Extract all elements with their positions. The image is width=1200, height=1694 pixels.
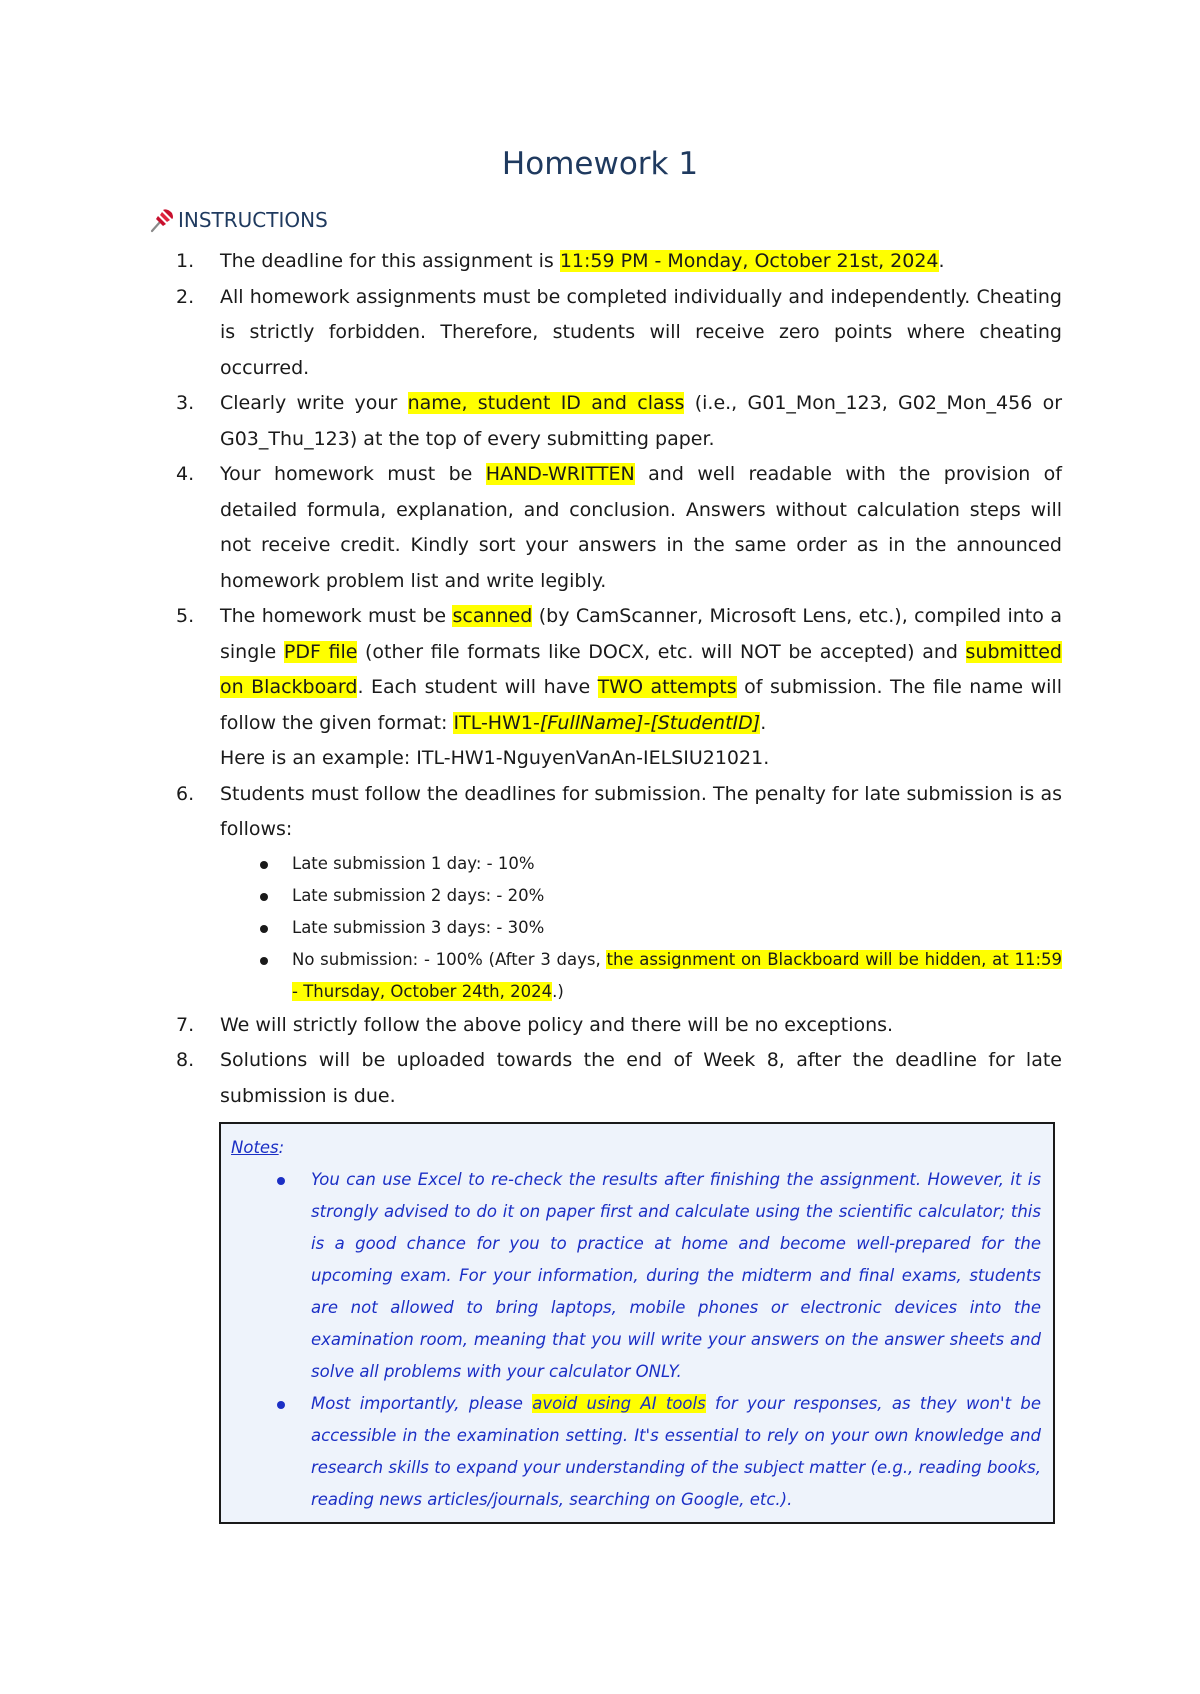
page-title: Homework 1 bbox=[501, 146, 699, 182]
notes-box bbox=[219, 1122, 1055, 1524]
instructions-list bbox=[176, 244, 1062, 1114]
pushpin-icon bbox=[148, 206, 176, 234]
highlight-avoid-ai-tools: avoid using AI tools bbox=[532, 1394, 706, 1413]
penalty-item: Late submission 2 days: - 20% bbox=[220, 880, 1062, 912]
penalty-item: Late submission 3 days: - 30% bbox=[220, 912, 1062, 944]
highlight-deadline: 11:59 PM - Monday, October 21st, 2024 bbox=[559, 250, 939, 272]
notes-item: Most importantly, please avoid using AI tools for your responses, as they won't be accessible in the examination setting. It's essential to rely on your own knowledge and research skills to expand your understanding of the subject matter (e.g., reading books, reading news articles/journals, searching on Google, etc.). bbox=[231, 1388, 1041, 1516]
highlight-pdf-file: PDF file bbox=[283, 640, 358, 663]
highlight-hidden-deadline: the assignment on Blackboard will be hidden, at 11:59 - Thursday, October 24th, 2024 bbox=[292, 949, 1062, 1001]
penalty-list bbox=[220, 848, 1062, 1008]
highlight-submitted-blackboard: submitted on Blackboard bbox=[220, 640, 1062, 698]
list-item: 4. Your homework must be HAND-WRITTEN and well readable with the provision of detailed formula, explanation, and conclusion. Answers without calculation steps will not receive credit. Kindly sort your answers in the same order as in the announced homework problem list and write legibly. bbox=[176, 463, 1062, 592]
list-item: 1. The deadline for this assignment is 11:59 PM - Monday, October 21st, 2024. bbox=[176, 250, 945, 272]
list-item: 7. We will strictly follow the above policy and there will be no exceptions. bbox=[176, 1013, 894, 1036]
notes-heading: Notes: bbox=[231, 1138, 285, 1157]
list-item: 5. The homework must be scanned (by CamScanner, Microsoft Lens, etc.), compiled into a single PDF file (other file formats like DOCX, etc. will NOT be accepted) and submitted on Blackboard. Each student will have TWO attempts of submission. The file name will follow the given format: ITL-HW1-[FullName]-[StudentID]. Here is an example: ITL-HW1-NguyenVanAn-IELSIU21021. bbox=[176, 605, 1062, 769]
highlight-scanned: scanned bbox=[452, 605, 533, 627]
highlight-file-format: ITL-HW1-[FullName]-[StudentID] bbox=[453, 711, 761, 734]
bullet-icon bbox=[260, 957, 268, 965]
list-item: 8. Solutions will be uploaded towards the end of Week 8, after the deadline for late submission is due. bbox=[176, 1049, 1062, 1107]
list-item: 6. Students must follow the deadlines for submission. The penalty for late submission is as follows: Late submission 1 day: - 10% Late submission 2 days: - 20% Late submission 3 days: - 30% No submission: - 100% (After 3 days, the assignment on Blackboard will be hidden, at 11:59 - Thursday, October 24th, 2024.) bbox=[176, 777, 1062, 1008]
highlight-two-attempts: TWO attempts bbox=[597, 676, 737, 698]
list-item: 3. Clearly write your name, student ID and class (i.e., G01_Mon_123, G02_Mon_456 or G03_Thu_123) at the top of every submitting paper. bbox=[176, 392, 1063, 450]
bullet-icon bbox=[260, 893, 268, 901]
list-item: 2. All homework assignments must be completed individually and independently. Cheating is strictly forbidden. Therefore, students will receive zero points where cheating occurred. bbox=[176, 285, 1062, 379]
instructions-list-container bbox=[176, 244, 1062, 1114]
instructions-heading-text: INSTRUCTIONS bbox=[178, 208, 328, 232]
instructions-heading bbox=[148, 206, 328, 234]
notes-item: You can use Excel to re-check the results after finishing the assignment. However, it is strongly advised to do it on paper first and calculate using the scientific calculator; this is a good chance for you to practice at home and become well-prepared for the upcoming exam. For your information, during the midterm and final exams, students are not allowed to bring laptops, mobile phones or electronic devices into the examination room, meaning that you will write your answers on the answer sheets and solve all problems with your calculator ONLY. bbox=[231, 1164, 1041, 1388]
bullet-icon bbox=[260, 925, 268, 933]
penalty-item: No submission: - 100% (After 3 days, the assignment on Blackboard will be hidden, at 11:59 - Thursday, October 24th, 2024.) bbox=[220, 944, 1062, 1008]
notes-list bbox=[231, 1164, 1041, 1516]
bullet-icon bbox=[260, 861, 268, 869]
penalty-item: Late submission 1 day: - 10% bbox=[220, 848, 1062, 880]
bullet-icon bbox=[277, 1401, 285, 1409]
file-name-example: Here is an example: ITL-HW1-NguyenVanAn-IELSIU21021. bbox=[220, 747, 770, 769]
bullet-icon bbox=[277, 1177, 285, 1185]
highlight-name-id-class: name, student ID and class bbox=[407, 392, 685, 414]
highlight-hand-written: HAND-WRITTEN bbox=[485, 463, 635, 485]
